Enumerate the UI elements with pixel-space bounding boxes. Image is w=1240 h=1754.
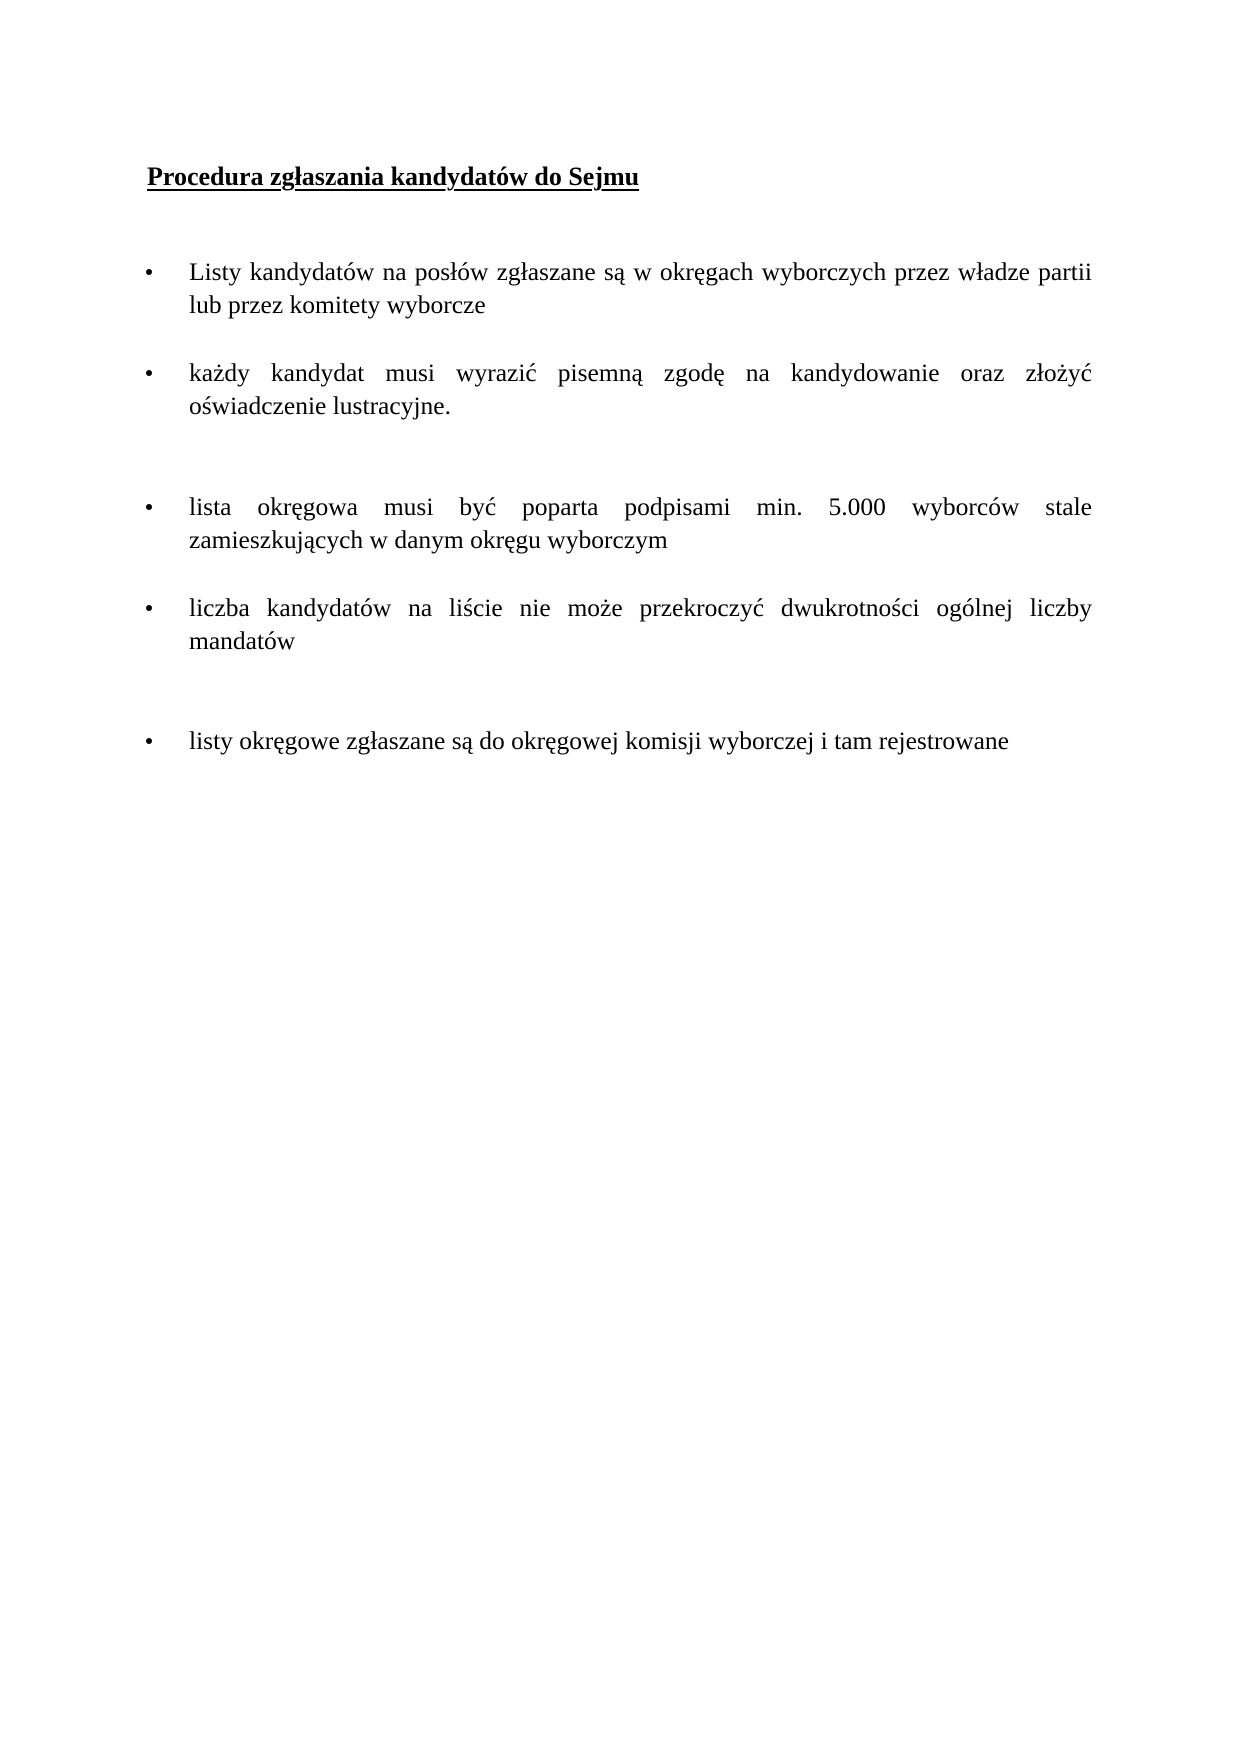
list-item (146, 356, 1092, 422)
list-item-text: lista okręgowa musi być poparta podpisami min. 5.000 wyborców stale zamieszkujących w danym okręgu wyborczym (189, 492, 1092, 554)
list-item (146, 724, 1092, 757)
list-item (146, 591, 1092, 657)
list-item-text: każdy kandydat musi wyrazić pisemną zgodę na kandydowanie oraz złożyć oświadczenie lustracyjne. (189, 358, 1092, 420)
document-title: Procedura zgłaszania kandydatów do Sejmu (147, 162, 640, 191)
list-item-text: Listy kandydatów na posłów zgłaszane są w okręgach wyborczych przez władze partii lub przez komitety wyborcze (189, 257, 1092, 319)
list-item-text: liczba kandydatów na liście nie może przekroczyć dwukrotności ogólnej liczby mandatów (189, 593, 1092, 655)
list-item-text: listy okręgowe zgłaszane są do okręgowej komisji wyborczej i tam rejestrowane (189, 726, 1009, 755)
list-item (146, 255, 1092, 321)
bullet-icon (146, 738, 152, 744)
list-item (146, 490, 1092, 556)
bullet-icon (146, 605, 152, 611)
bullet-icon (146, 370, 152, 376)
bullet-icon (146, 269, 152, 275)
bullet-icon (146, 504, 152, 510)
